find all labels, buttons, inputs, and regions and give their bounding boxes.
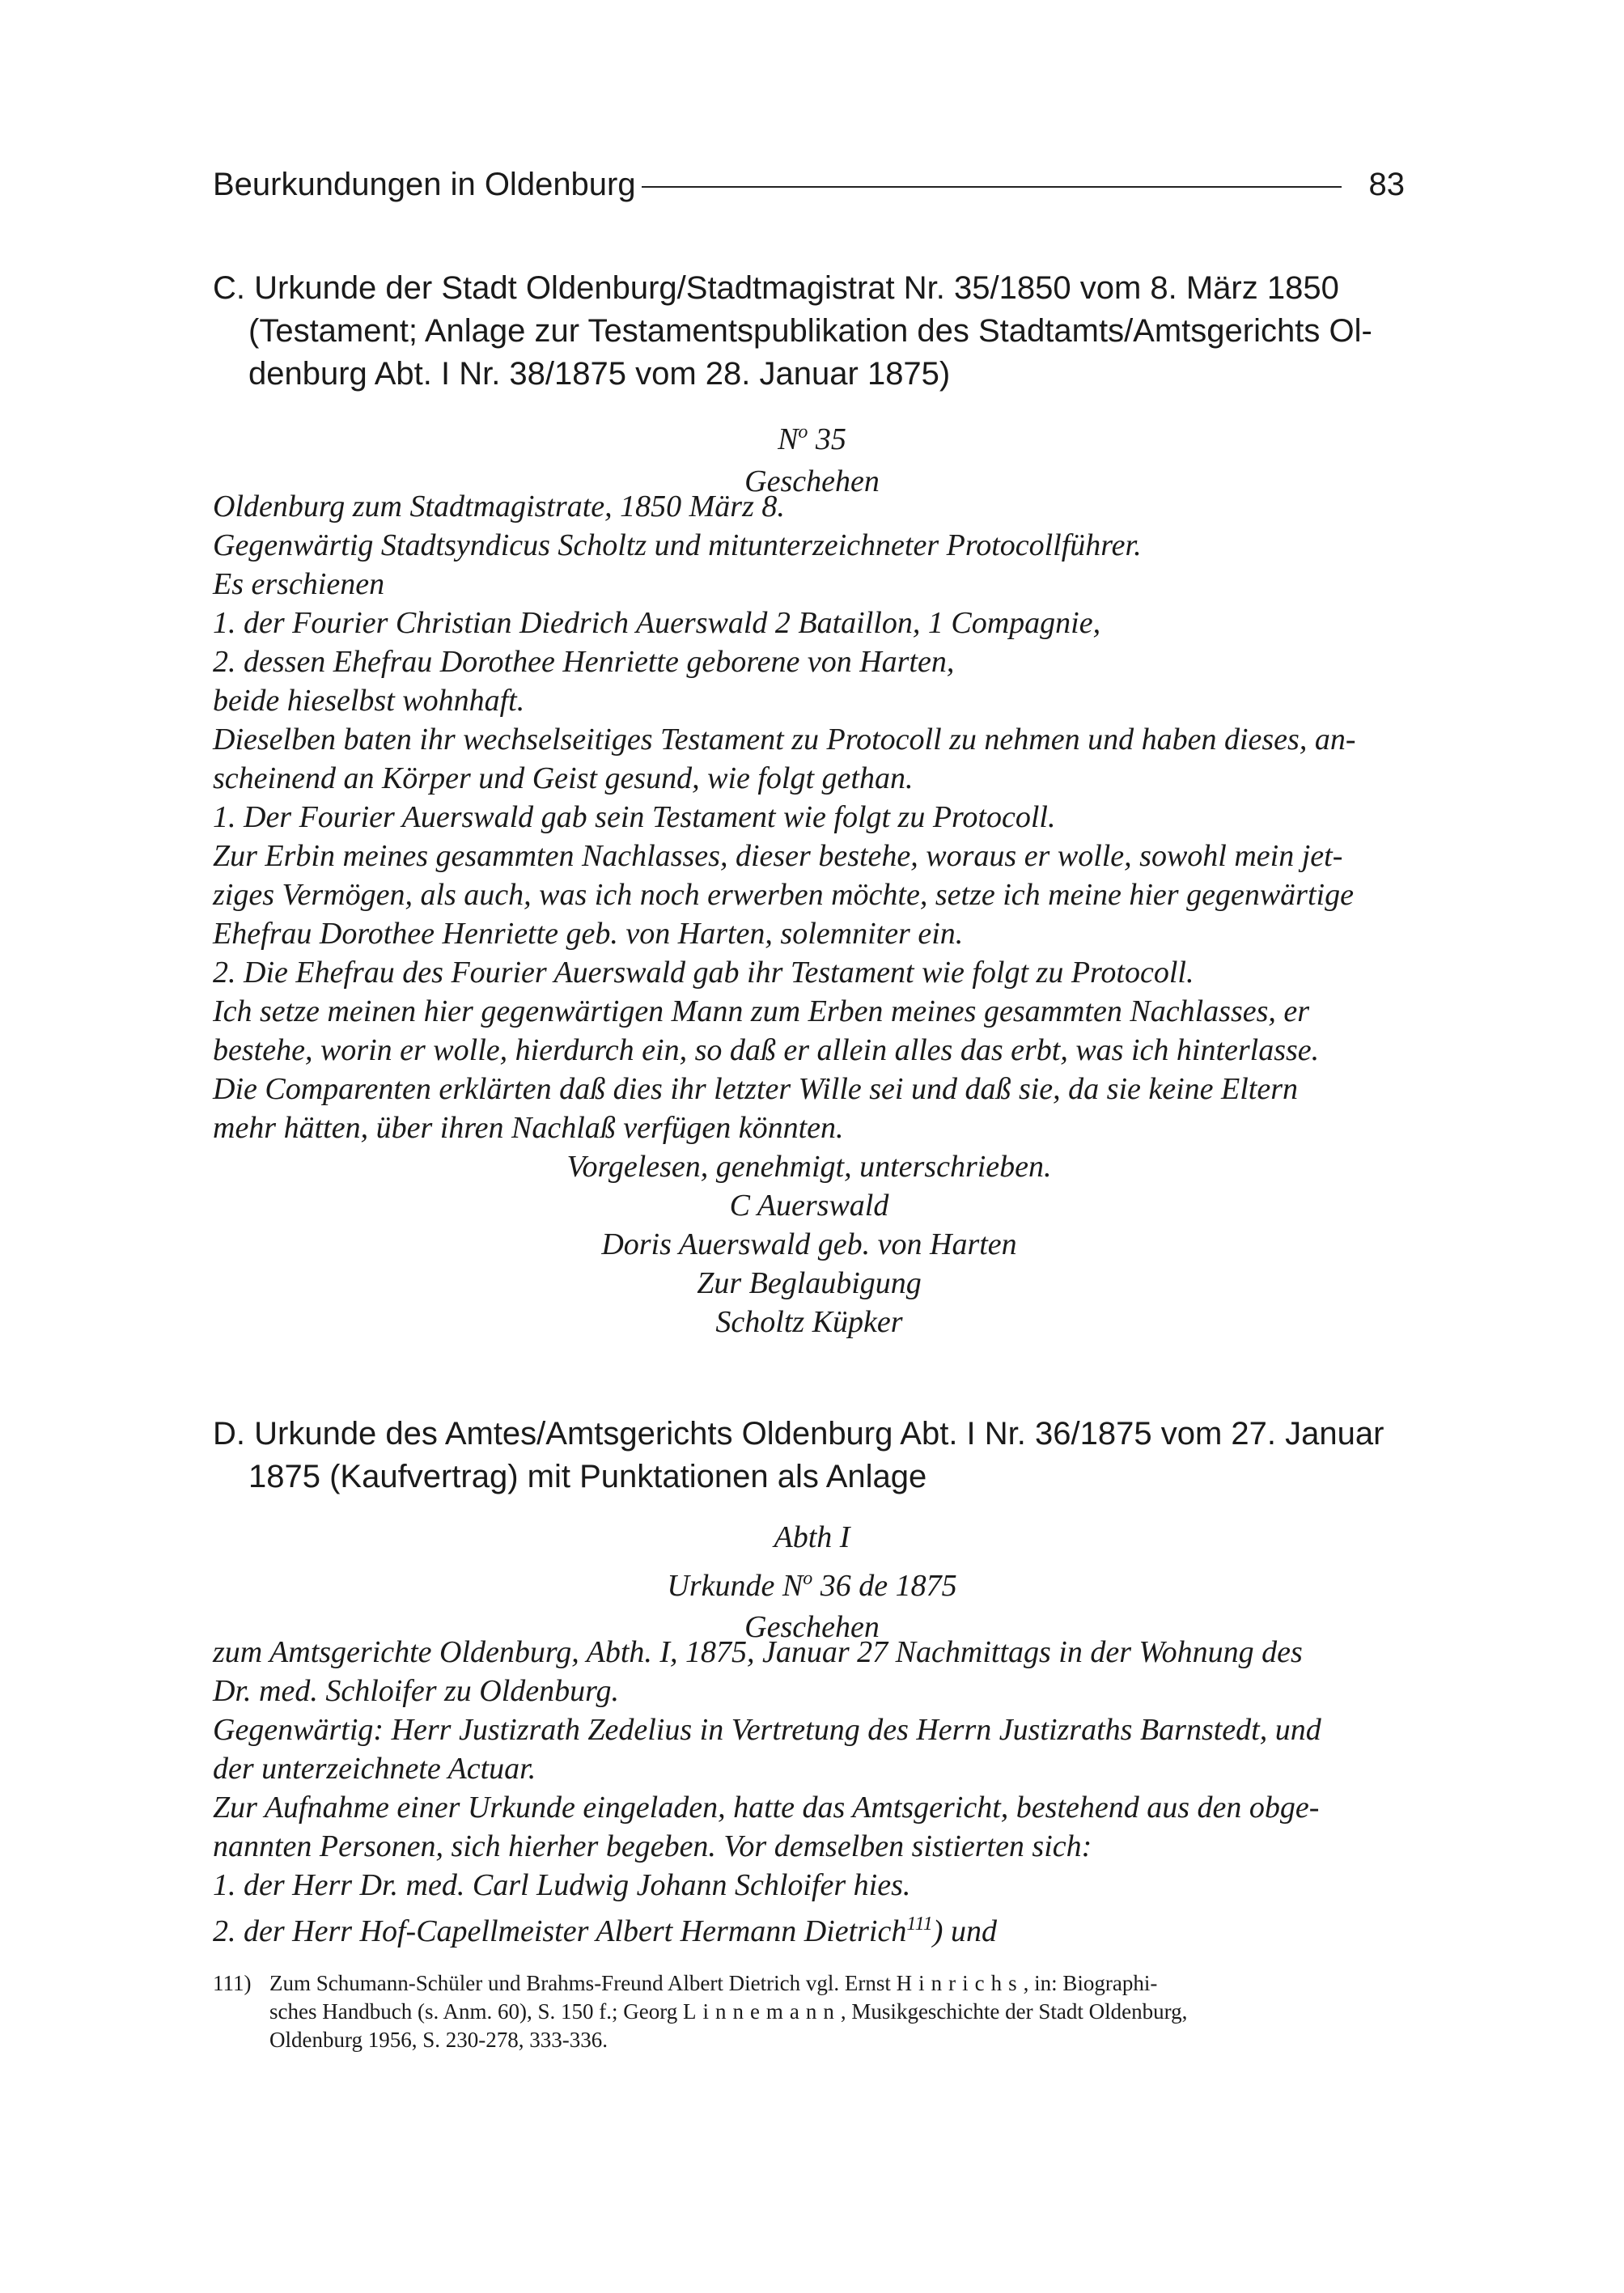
body-line: Dr. med. Schloifer zu Oldenburg. [213,1674,620,1708]
body-line: 2. Die Ehefrau des Fourier Auerswald gab ihr Testament wie folgt zu Protocoll. [213,956,1194,990]
footnote [213,1969,1402,2054]
body-line: 2. dessen Ehefrau Dorothee Henriette geborene von Harten, [213,645,955,679]
author-name: Hinrichs [896,1971,1024,1995]
body-line: 1. der Fourier Christian Diedrich Auerswald 2 Bataillon, 1 Compagnie, [213,606,1101,640]
footnote-ref[interactable]: 111 [906,1914,933,1935]
signature-line: Scholtz Küpker [715,1305,903,1339]
footnote-text: Zum Schumann-Schüler und Brahms-Freund Albert Dietrich vgl. Ernst Hinrichs, in: Biographi- sches Handbuch (s. Anm. 60), S. 150 f.; Georg Linnemann, Musikgeschichte der Stadt Oldenburg, Oldenburg 1956, S. 230-278, 333-336. [269,1971,1188,2052]
body-line: Die Comparenten erklärten daß dies ihr letzter Wille sei und daß sie, da sie keine Eltern [213,1072,1299,1106]
body-line: 2. der Herr Hof-Capellmeister Albert Hermann Dietrich$^{111}$) und [213,1914,997,1948]
section-d-heading-line: 1875 (Kaufvertrag) mit Punktationen als Anlage [248,1459,927,1494]
body-line: 1. Der Fourier Auerswald gab sein Testament wie folgt zu Protocoll. [213,800,1056,834]
document-number: $N^o$ 35 [778,422,846,456]
body-line: Dieselben baten ihr wechselseitiges Testament zu Protocoll zu nehmen und haben dieses, an- [213,723,1356,757]
section-c-heading-line: C. Urkunde der Stadt Oldenburg/Stadtmagistrat Nr. 35/1850 vom 8. März 1850 [213,270,1339,306]
body-line: beide hieselbst wohnhaft. [213,684,525,718]
signature-line: Vorgelesen, genehmigt, unterschrieben. [566,1150,1052,1184]
section-c-body [213,487,1398,1147]
body-line: ziges Vermögen, als auch, was ich noch erwerben möchte, setze ich meine hier gegenwärtige [213,878,1354,912]
body-line: Oldenburg zum Stadtmagistrate, 1850 März 8. [213,490,785,523]
signature-line: Doris Auerswald geb. von Harten [601,1227,1017,1261]
body-line: Ehefrau Dorothee Henriette geb. von Harten, solemniter ein. [213,917,964,951]
body-line: bestehe, worin er wolle, hierdurch ein, so daß er allein alles das erbt, was ich hinterlasse. [213,1033,1320,1067]
body-line: mehr hätten, über ihren Nachlaß verfügen könnten. [213,1111,844,1145]
section-c-heading-line: (Testament; Anlage zur Testamentspublikation des Stadtamts/Amtsgerichts Ol- [248,313,1372,349]
running-header [213,167,1405,207]
section-d-doc-header [0,1517,1624,1648]
section-d-heading-line: D. Urkunde des Amtes/Amtsgerichts Oldenburg Abt. I Nr. 36/1875 vom 27. Januar [213,1416,1384,1452]
body-line: Gegenwärtig Stadtsyndicus Scholtz und mitunterzeichneter Protocollführer. [213,528,1142,562]
body-line: Gegenwärtig: Herr Justizrath Zedelius in Vertretung des Herrn Justizraths Barnstedt, und [213,1713,1321,1747]
body-line: nannten Personen, sich hierher begeben. Vor demselben sistierten sich: [213,1829,1092,1863]
body-line: Zur Aufnahme einer Urkunde eingeladen, hatte das Amtsgericht, bestehend aus den obge- [213,1791,1320,1825]
section-c-heading [213,267,1402,396]
section-c-heading-line: denburg Abt. I Nr. 38/1875 vom 28. Januar 1875) [248,356,951,392]
body-line: Zur Erbin meines gesammten Nachlasses, dieser bestehe, woraus er wolle, sowohl mein jet- [213,839,1343,873]
running-header-title: Beurkundungen in Oldenburg [213,167,636,202]
body-line: scheinend an Körper und Geist gesund, wie folgt gethan. [213,761,914,795]
geschehen-label: Geschehen [744,1610,880,1644]
body-line: Ich setze meinen hier gegenwärtigen Mann zum Erben meines gesammten Nachlasses, er [213,994,1310,1028]
urkunde-number: Urkunde $N^o$ 36 de 1875 [667,1568,957,1603]
page-number: 83 [1368,167,1405,202]
header-rule [642,186,1342,188]
footnote-number: 111) [213,1971,252,1995]
geschehen-label: Geschehen [744,464,880,498]
signature-line: Zur Beglaubigung [697,1266,922,1300]
section-c-signatures [486,1147,1133,1341]
body-line: zum Amtsgerichte Oldenburg, Abth. I, 1875, Januar 27 Nachmittags in der Wohnung des [213,1635,1303,1669]
section-d-heading [213,1413,1402,1498]
signature-line: C Auerswald [729,1189,889,1223]
author-name: Linnemann [682,1999,841,2024]
body-line: 1. der Herr Dr. med. Carl Ludwig Johann Schloifer hies. [213,1868,911,1902]
abth-label: Abth I [774,1520,850,1554]
body-line: Es erschienen [213,567,385,601]
body-line: der unterzeichnete Actuar. [213,1752,536,1786]
section-d-body [213,1633,1398,1951]
